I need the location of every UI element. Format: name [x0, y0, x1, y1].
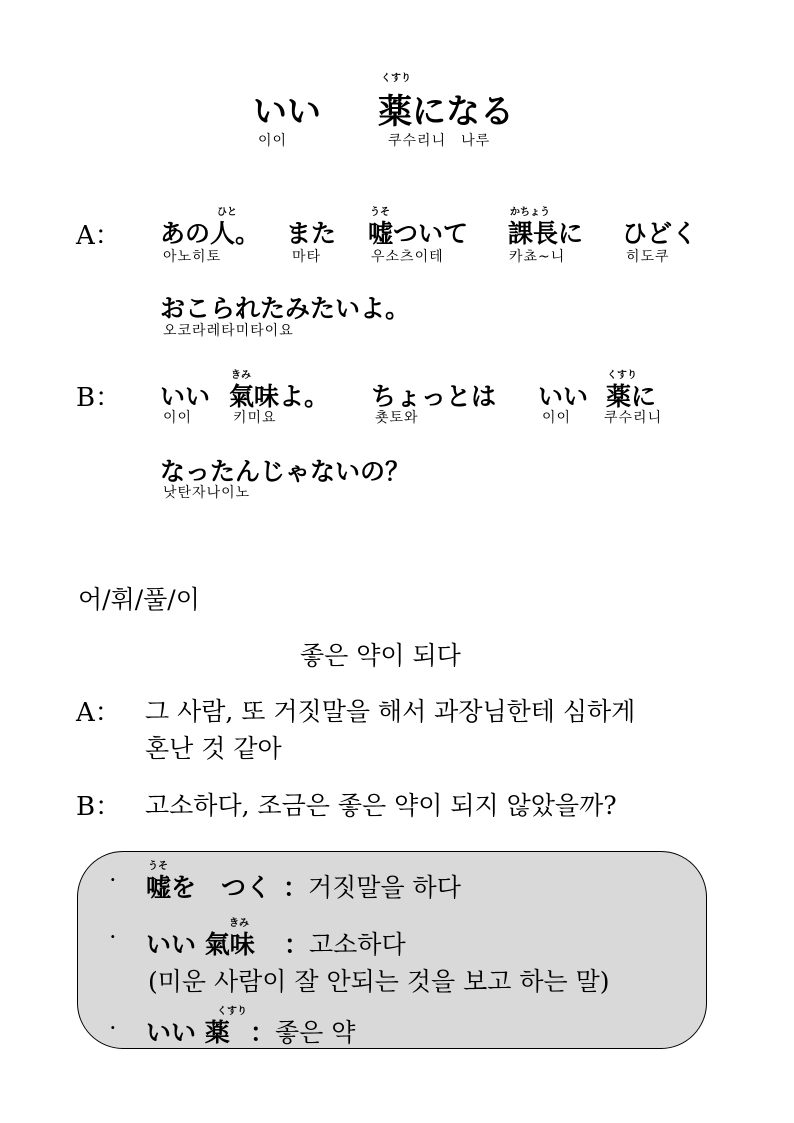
note1-sep: ：: [283, 873, 309, 902]
b-word1: いい: [160, 382, 211, 411]
a-word3-reading: 우소츠이테: [371, 249, 444, 265]
a-word4-reading: 카쵸~니: [509, 249, 566, 265]
b-word5-reading: 쿠수리니: [604, 410, 663, 426]
b-line2-reading: 낫탄자나이노: [163, 485, 251, 501]
note2-term: いい 氣味: [146, 930, 255, 959]
dialogue-b-label: B：: [76, 383, 122, 413]
a-line2-reading: 오코라레타미타이요: [163, 323, 294, 339]
title-reading1: 이이: [258, 133, 288, 149]
b-word5: 薬に: [606, 382, 657, 411]
note3-term: いい 薬: [146, 1018, 230, 1047]
note3-sep: ：: [250, 1018, 276, 1047]
title-part1: いい: [253, 92, 321, 132]
notes-bullet: ·: [110, 870, 116, 889]
translation-a-line2: 혼난 것 같아: [145, 734, 282, 763]
note3-meaning: 좋은 약: [275, 1018, 356, 1047]
a-word1-furigana: ひと: [217, 207, 237, 218]
a-word3: 嘘ついて: [368, 219, 469, 248]
a-line2: おこられたみたいよ。: [160, 294, 411, 323]
a-word1: あの人。: [160, 219, 261, 248]
b-word4-reading: 이이: [542, 410, 572, 426]
note3-furigana: くすり: [217, 1006, 247, 1017]
b-word5-furigana: くすり: [607, 370, 637, 381]
b-word2: 氣味よ。: [229, 382, 330, 411]
translation-b-line1: 고소하다, 조금은 좋은 약이 되지 않았을까?: [145, 791, 617, 820]
vocab-heading: 어/휘/풀/이: [78, 585, 200, 614]
translation-b-label: B：: [76, 792, 122, 822]
a-word1-reading: 아노히토: [163, 249, 222, 265]
note2-meaning: 고소하다: [309, 930, 406, 959]
dialogue-a-label: A：: [76, 221, 121, 251]
a-word5-reading: 히도쿠: [626, 249, 670, 265]
b-word2-furigana: きみ: [231, 370, 251, 381]
b-word4: いい: [538, 382, 589, 411]
b-line2: なったんじゃないの？: [160, 457, 411, 486]
a-word2: また: [286, 219, 337, 248]
a-word4: 課長に: [508, 219, 584, 248]
note1-term: 嘘を つく: [146, 873, 272, 902]
translation-a-label: A：: [76, 698, 121, 728]
b-word1-reading: 이이: [163, 410, 193, 426]
translation-title: 좋은 약이 되다: [300, 641, 461, 670]
b-word2-reading: 키미요: [233, 410, 277, 426]
translation-a-line1: 그 사람, 또 거짓말을 해서 과장님한테 심하게: [145, 697, 636, 726]
a-word5: ひどく: [622, 219, 698, 248]
notes-bullet: ·: [110, 927, 116, 946]
a-word3-furigana: うそ: [370, 207, 390, 218]
b-word3-reading: 춋토와: [375, 410, 419, 426]
b-word3: ちょっとは: [371, 382, 497, 411]
title-furigana: くすり: [381, 73, 411, 84]
note1-furigana: うそ: [148, 861, 168, 872]
notes-bullet: ·: [110, 1018, 116, 1037]
note2-sep: ：: [284, 930, 310, 959]
title-part2: 薬になる: [378, 92, 514, 132]
a-word2-reading: 마타: [292, 249, 322, 265]
note2-furigana: きみ: [229, 918, 249, 929]
title-reading2: 쿠수리니 나루: [388, 133, 491, 149]
a-word4-furigana: かちょう: [510, 207, 550, 218]
note2-extra: (미운 사람이 잘 안되는 것을 보고 하는 말): [148, 967, 610, 996]
note1-meaning: 거짓말을 하다: [308, 873, 461, 902]
